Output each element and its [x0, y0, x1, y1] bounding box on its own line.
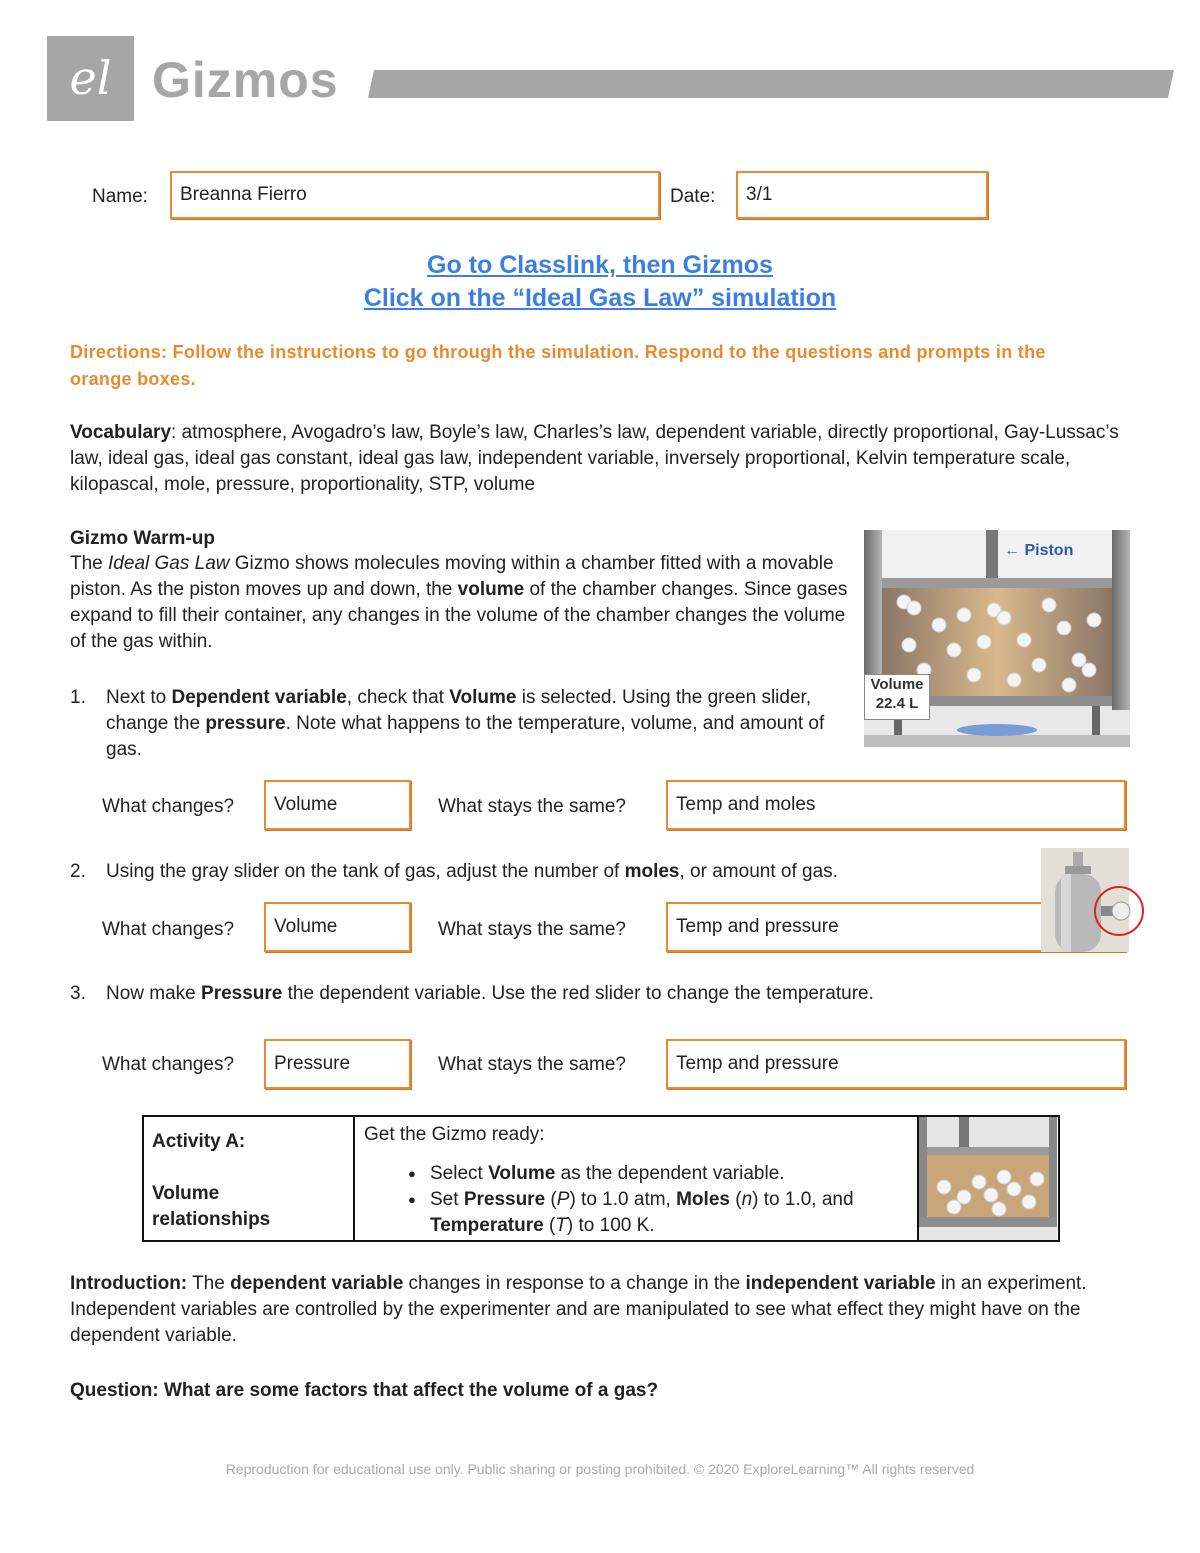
explorelearning-logo: el — [47, 36, 134, 121]
name-field[interactable]: Breanna Fierro — [170, 171, 660, 219]
q2-same-field[interactable]: Temp and pressure — [666, 902, 1126, 952]
q2-text: Using the gray slider on the tank of gas, adjust the number of moles, or amount of gas. — [106, 861, 838, 882]
q3-changes-label: What changes? — [102, 1054, 235, 1075]
activity-bullets — [388, 1161, 908, 1239]
activity-ready: Get the Gizmo ready: — [364, 1124, 545, 1145]
volume-readout-label: Volume — [870, 676, 924, 693]
q1-number: 1. — [70, 687, 86, 708]
q1-same-field[interactable]: Temp and moles — [666, 780, 1126, 830]
simulation-link[interactable]: Click on the “Ideal Gas Law” simulation — [363, 284, 837, 312]
header-bar — [368, 70, 1174, 98]
activity-title: Activity A: — [152, 1131, 246, 1152]
activity-divider-1 — [353, 1115, 355, 1242]
gizmos-brand: Gizmos — [152, 52, 339, 108]
activity-chamber-image — [919, 1117, 1057, 1240]
q2-changes-label: What changes? — [102, 919, 235, 940]
activity-subtitle: Volume relationships — [152, 1183, 271, 1230]
q1-same-label: What stays the same? — [438, 796, 626, 817]
classlink-link[interactable]: Go to Classlink, then Gizmos — [427, 251, 773, 279]
q1-changes-label: What changes? — [102, 796, 235, 817]
date-label: Date: — [670, 186, 716, 207]
q2-changes-field[interactable]: Volume — [264, 902, 411, 952]
vocabulary — [70, 420, 1140, 498]
piston-label: ← Piston — [1004, 542, 1074, 559]
vocabulary-text: : atmosphere, Avogadro’s law, Boyle’s law, Charles’s law, dependent variable, directly proportional, Gay-Lussac’s law, ideal gas, ideal gas constant, ideal gas law, independent variable, inversely proportional, Kelvin temperature scale, kilopascal, mole, pressure, proportionality, STP, volume — [70, 422, 1119, 495]
date-field[interactable]: 3/1 — [736, 171, 988, 219]
q3-same-field[interactable]: Temp and pressure — [666, 1039, 1126, 1089]
vocabulary-label: Vocabulary — [70, 422, 172, 443]
q3-text: Now make Pressure the dependent variable. Use the red slider to change the temperature. — [106, 983, 874, 1004]
q1-changes-field[interactable]: Volume — [264, 780, 411, 830]
activity-bullet-1: ● Select Volume as the dependent variable. — [408, 1161, 908, 1187]
introduction: Introduction: The dependent variable changes in response to a change in the independent variable in an experiment. Independent variables are controlled by the experimenter and are manipulated to see what effect they might have on the dependent variable. — [70, 1273, 1087, 1346]
gas-tank-image — [1041, 848, 1147, 952]
directions: Directions: Follow the instructions to go through the simulation. Respond to the questions and prompts in the orange boxes. — [70, 342, 1046, 389]
q3-changes-field[interactable]: Pressure — [264, 1039, 411, 1089]
warmup-heading: Gizmo Warm-up — [70, 528, 215, 549]
q2-number: 2. — [70, 861, 86, 882]
footer: Reproduction for educational use only. Public sharing or posting prohibited. © 2020 ExploreLearning™ All rights reserved — [225, 1461, 975, 1477]
q2-same-label: What stays the same? — [438, 919, 626, 940]
volume-readout-value: 22.4 L — [875, 695, 919, 712]
activity-bullet-2: ● Set Pressure (P) to 1.0 atm, Moles (n) to 1.0, and Temperature (T) to 100 K. — [408, 1187, 908, 1239]
volume-readout — [864, 674, 930, 720]
name-label: Name: — [92, 186, 148, 207]
warmup-paragraph: The Ideal Gas Law Gizmo shows molecules moving within a chamber fitted with a movable piston. As the piston moves up and down, the volume of the chamber changes. Since gases expand to fill their container, any changes in the volume of the chamber changes the volume of the gas within. — [70, 553, 848, 652]
q1-text: Next to Dependent variable, check that Volume is selected. Using the green slider, change the pressure. Note what happens to the temperature, volume, and amount of gas. — [106, 687, 825, 760]
main-question: Question: What are some factors that affect the volume of a gas? — [70, 1380, 659, 1401]
q3-same-label: What stays the same? — [438, 1054, 626, 1075]
gas-chamber-image — [864, 530, 1130, 747]
q3-number: 3. — [70, 983, 86, 1004]
